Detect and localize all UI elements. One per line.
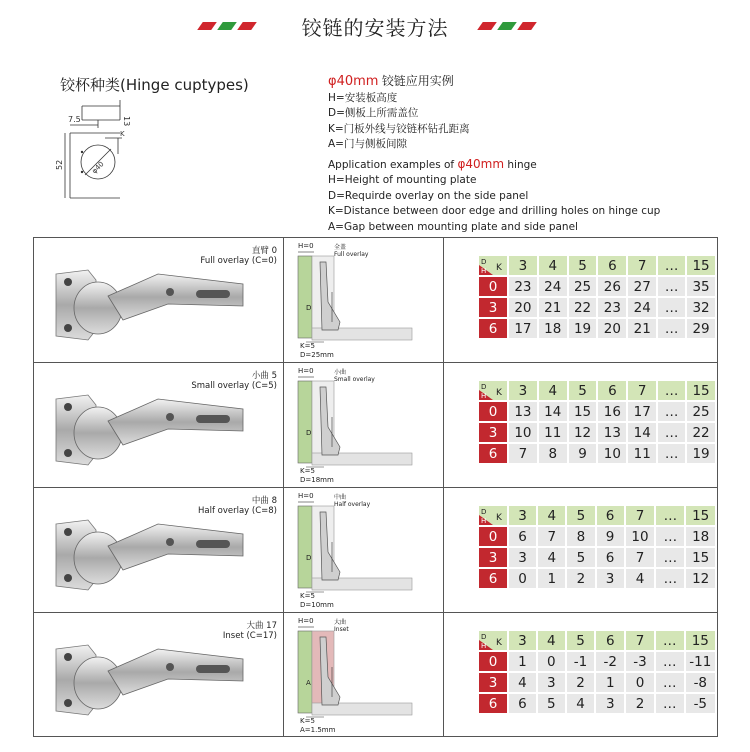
en-line: D=Requirde overlay on the side panel [328,189,529,202]
overlay-value-cell: 32 [687,298,715,317]
k-value-header: 7 [626,631,654,650]
corner-k-label: K [496,638,502,648]
overlay-value-cell: … [658,423,685,442]
hinge-photo-cell [34,488,284,612]
overlay-value-cell: 25 [687,402,715,421]
overlay-value-cell: -11 [686,652,715,671]
corner-d-label: D [481,508,487,516]
overlay-value-cell: 9 [569,444,597,463]
k-value-header: 3 [509,256,537,275]
overlay-value-cell: 2 [567,673,595,692]
overlay-value-cell: -8 [686,673,715,692]
mount-h-label: H=0 [298,492,314,500]
k-header-row [479,381,715,400]
h-value-header: 6 [479,694,507,713]
mount-d-label: D [306,429,312,437]
mount-h-label: H=0 [298,242,314,250]
hinge-image [48,510,248,605]
overlay-value-cell: -3 [626,652,654,671]
overlay-value-cell: 1 [509,652,536,671]
overlay-table-cell [444,488,717,612]
overlay-value-cell: 18 [686,527,715,546]
overlay-value-cell: 5 [567,548,594,567]
overlay-value-cell: -1 [567,652,595,671]
mount-bottom-label: D=10mm [300,601,334,609]
page-title: 铰链的安装方法 [301,16,449,40]
overlay-value-cell: 7 [538,527,565,546]
overlay-value-cell: … [658,319,685,338]
overlay-value-cell: 18 [539,319,567,338]
overlay-value-cell: 21 [539,298,567,317]
corner-d-label: D [481,633,487,641]
mount-k-label: K=5 [300,342,315,350]
k-value-header: 7 [626,506,655,525]
corner-d-label: D [481,383,487,391]
k-value-header: 4 [538,631,565,650]
mount-h-label: H=0 [298,617,314,625]
stripe-red [517,22,537,30]
mount-type-label: 全盖 Full overlay [334,244,369,258]
k-value-header: 15 [686,506,715,525]
overlay-table-cell [444,613,717,737]
overlay-value-cell: 9 [597,527,624,546]
k-value-header: 7 [628,256,656,275]
h-value-header: 3 [479,548,507,567]
overlay-value-cell: 15 [569,402,597,421]
overlay-value-cell: 1 [538,569,565,588]
overlay-value-cell: 3 [597,569,624,588]
cn-line: K=门板外线与铰链杯钻孔距离 [328,122,470,135]
overlay-value-cell: 23 [598,298,626,317]
overlay-value-cell: 2 [567,569,594,588]
overlay-value-cell: 22 [687,423,715,442]
dhk-corner-cell [479,631,507,650]
overlay-value-cell: 13 [509,402,537,421]
overlay-value-cell: … [656,569,684,588]
h-value-header: 3 [479,423,507,442]
k-value-header: 5 [567,506,594,525]
overlay-value-cell: 23 [509,277,537,296]
en-line: A=Gap between mounting plate and side panel [328,220,578,233]
table-row [479,423,715,442]
hinge-row [34,238,717,363]
mount-d-label: D [306,554,312,562]
overlay-value-cell: … [658,402,685,421]
k-value-header: 15 [686,631,715,650]
overlay-value-cell: 7 [626,548,655,567]
overlay-value-cell: 25 [569,277,597,296]
dhk-corner-cell [479,506,507,525]
stripe-red [477,22,497,30]
k-value-header: 6 [598,381,626,400]
overlay-value-cell: 11 [539,423,567,442]
overlay-value-cell: 14 [628,423,656,442]
hinge-row [34,488,717,613]
overlay-value-cell: 8 [567,527,594,546]
overlay-table [477,504,717,590]
overlay-value-cell: 10 [626,527,655,546]
hinge-row [34,363,717,488]
overlay-value-cell: 10 [509,423,537,442]
stripe-decoration-right [480,22,534,30]
hinge-photo-cell [34,363,284,487]
overlay-value-cell: 0 [538,652,565,671]
h-value-header: 0 [479,277,507,296]
cup-types-title: 铰杯种类(Hinge cuptypes) [60,76,249,94]
overlay-value-cell: 20 [598,319,626,338]
k-header-row [479,256,715,275]
overlay-value-cell: 4 [626,569,655,588]
overlay-value-cell: 17 [509,319,537,338]
k-value-header: 6 [598,256,626,275]
overlay-value-cell: … [656,673,684,692]
table-row [479,673,715,692]
mounting-diagram-cell [284,238,444,362]
application-title-en [328,157,738,174]
dim-label-d: φ40 [90,160,106,176]
overlay-value-cell: 4 [567,694,595,713]
application-title-size: φ40mm [328,74,379,89]
overlay-value-cell: -2 [596,652,624,671]
table-row [479,548,715,567]
mount-k-label: K=5 [300,717,315,725]
en-title-prefix: Application examples of [328,158,458,171]
overlay-value-cell: 24 [539,277,567,296]
overlay-value-cell: 19 [687,444,715,463]
application-examples [328,74,738,235]
mount-type-label: 中曲 Half overlay [334,494,371,508]
k-value-header: 3 [509,506,536,525]
h-value-header: 0 [479,527,507,546]
overlay-value-cell: 4 [509,673,536,692]
overlay-value-cell: 12 [686,569,715,588]
k-header-row [479,506,715,525]
overlay-value-cell: 26 [598,277,626,296]
table-row [479,652,715,671]
mount-bottom-label: D=18mm [300,476,334,484]
mounting-diagram-cell [284,488,444,612]
dhk-corner-cell [479,256,507,275]
type-cn-label: 小曲 5 [251,371,277,381]
overlay-value-cell: 19 [569,319,597,338]
hinge-table [33,237,718,737]
overlay-value-cell: 6 [509,694,536,713]
overlay-value-cell: 0 [509,569,536,588]
overlay-value-cell: 16 [598,402,626,421]
type-en-label: Half overlay (C=8) [197,506,277,516]
dim-label-b: 13 [122,116,131,127]
type-en-label: Small overlay (C=5) [191,381,277,391]
mount-k-label: K=5 [300,592,315,600]
corner-k-label: K [496,513,502,523]
table-row [479,569,715,588]
k-value-header: … [658,381,685,400]
stripe-green [497,22,517,30]
overlay-table-cell [444,363,717,487]
type-en-label: Full overlay (C=0) [200,256,277,266]
overlay-value-cell: 2 [626,694,654,713]
k-value-header: 15 [687,381,715,400]
overlay-value-cell: 1 [596,673,624,692]
overlay-value-cell: 6 [509,527,536,546]
k-value-header: 4 [539,381,567,400]
overlay-value-cell: 3 [509,548,536,567]
application-title-cn [328,74,738,91]
overlay-value-cell: -5 [686,694,715,713]
h-value-header: 6 [479,319,507,338]
cn-line: A=门与侧板间隙 [328,138,407,150]
hinge-image [48,260,248,355]
cn-line: H=安装板高度 [328,91,398,104]
overlay-value-cell: 35 [687,277,715,296]
overlay-value-cell: … [656,694,684,713]
overlay-value-cell: 3 [538,673,565,692]
cup-dimension-diagram [55,98,160,208]
mounting-diagram-cell [284,613,444,737]
overlay-value-cell: 20 [509,298,537,317]
k-value-header: 5 [569,256,597,275]
k-value-header: 4 [539,256,567,275]
overlay-value-cell: … [656,548,684,567]
k-value-header: 5 [567,631,595,650]
k-value-header: 3 [509,381,537,400]
corner-k-label: K [496,388,502,398]
overlay-table [477,379,717,465]
overlay-table [477,254,717,340]
overlay-value-cell: 15 [686,548,715,567]
overlay-value-cell: 24 [628,298,656,317]
hinge-image [48,635,248,730]
k-header-row [479,631,715,650]
dim-label-a: 7.5 [68,115,81,124]
overlay-value-cell: 10 [598,444,626,463]
hinge-image [48,385,248,480]
overlay-value-cell: 6 [597,548,624,567]
corner-h-label: H [481,642,487,650]
page-header [0,8,750,44]
overlay-value-cell: … [658,298,685,317]
overlay-table-cell [444,238,717,362]
corner-d-label: D [481,258,487,266]
table-row [479,527,715,546]
k-value-header: 15 [687,256,715,275]
mount-bottom-label: A=1.5mm [300,726,336,734]
k-value-header: 4 [538,506,565,525]
corner-h-label: H [481,267,487,275]
k-value-header: … [656,506,684,525]
overlay-value-cell: 5 [538,694,565,713]
h-value-header: 3 [479,298,507,317]
table-row [479,402,715,421]
hinge-photo-cell [34,238,284,362]
overlay-value-cell: 17 [628,402,656,421]
overlay-value-cell: 13 [598,423,626,442]
hinge-row [34,613,717,738]
application-title-suffix: 铰链应用实例 [381,74,454,88]
k-value-header: 3 [509,631,536,650]
table-row [479,298,715,317]
overlay-value-cell: … [656,652,684,671]
en-line: K=Distance between door edge and drilling holes on hinge cup [328,205,661,217]
mounting-diagram-cell [284,363,444,487]
table-row [479,319,715,338]
mount-d-label: A [306,679,311,687]
corner-h-label: H [481,517,487,525]
mount-d-label: D [306,304,312,312]
hinge-photo-cell [34,613,284,737]
mount-type-label: 小曲 Small overlay [334,369,375,383]
h-value-header: 6 [479,444,507,463]
h-value-header: 6 [479,569,507,588]
overlay-table [477,629,717,715]
overlay-value-cell: 11 [628,444,656,463]
overlay-value-cell: 27 [628,277,656,296]
overlay-value-cell: 12 [569,423,597,442]
en-line: H=Height of mounting plate [328,174,477,186]
k-value-header: … [658,256,685,275]
table-row [479,694,715,713]
overlay-value-cell: … [658,277,685,296]
table-row [479,277,715,296]
overlay-value-cell: 4 [538,548,565,567]
en-title-suffix: hinge [504,158,537,171]
type-cn-label: 中曲 8 [251,496,277,506]
mount-type-label: 大曲 Inset [334,619,349,633]
overlay-value-cell: 21 [628,319,656,338]
mount-k-label: K=5 [300,467,315,475]
h-value-header: 3 [479,673,507,692]
table-row [479,444,715,463]
cn-line: D=侧板上所需盖位 [328,107,419,119]
type-cn-label: 大曲 17 [246,621,277,631]
mount-bottom-label: D=25mm [300,351,334,359]
overlay-value-cell: 14 [539,402,567,421]
overlay-value-cell: 3 [596,694,624,713]
mount-h-label: H=0 [298,367,314,375]
corner-k-label: K [496,263,502,273]
dhk-corner-cell [479,381,507,400]
h-value-header: 0 [479,652,507,671]
overlay-value-cell: … [658,444,685,463]
type-cn-label: 直臂 0 [251,246,277,256]
k-value-header: 6 [597,506,624,525]
h-value-header: 0 [479,402,507,421]
corner-h-label: H [481,392,487,400]
type-en-label: Inset (C=17) [222,631,277,641]
overlay-value-cell: … [656,527,684,546]
en-title-size: φ40mm [457,156,505,171]
dim-label-k: K [120,130,125,138]
dim-label-c: 52 [55,159,64,170]
overlay-value-cell: 29 [687,319,715,338]
overlay-value-cell: 8 [539,444,567,463]
k-value-header: 6 [596,631,624,650]
k-value-header: 5 [569,381,597,400]
overlay-value-cell: 22 [569,298,597,317]
k-value-header: 7 [628,381,656,400]
k-value-header: … [656,631,684,650]
overlay-value-cell: 0 [626,673,654,692]
overlay-value-cell: 7 [509,444,537,463]
